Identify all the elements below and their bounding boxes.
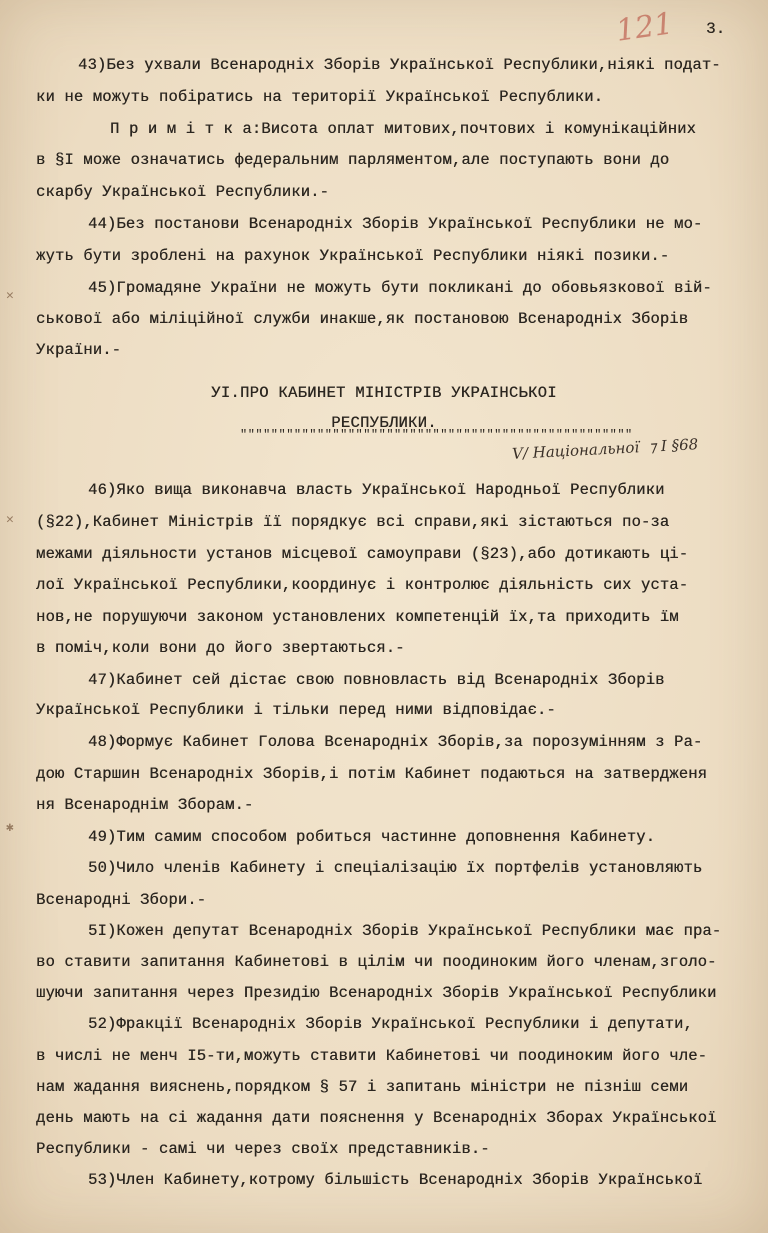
text-line: лої Української Республики,координує і контролює діяльність сих уста- [36, 576, 689, 594]
text-line: 47)Кабинет сей дістає свою повновласть від Всенародніх Зборів [88, 671, 665, 689]
text-line: ня Всенароднім Зборам.- [36, 796, 254, 814]
text-line: нам жадання вияснень,порядком § 57 і запитань міністри не пізніш семи [36, 1078, 689, 1096]
text-line: скарбу Української Республики.- [36, 183, 329, 201]
section-title: УI.ПРО КАБИНЕТ МІНІСТРІВ УКРАІНСЬКОІ [211, 384, 557, 402]
text-line: 45)Громадяне України не можуть бути покликані до обовьязкової вій- [88, 279, 712, 297]
page-number: 3. [706, 20, 726, 38]
text-line: (§22),Кабинет Міністрів її порядкує всі справи,які зістаються по-за [36, 513, 670, 531]
text-line: во ставити запитання Кабинетові в цілім чи поодиноким його членам,зголо- [36, 953, 717, 971]
text-line: 50)Чило членів Кабинету і спеціалізацію їх портфелів установляють [88, 859, 703, 877]
text-line: межами діяльности установ місцевої самоуправи (§23),або дотикають ці- [36, 545, 689, 563]
text-line: 46)Яко вища виконавча власть Української Народньої Республики [88, 481, 665, 499]
text-line: жуть бути зроблені на рахунок Української Республики ніякі позики.- [36, 247, 670, 265]
note-line: П р и м і т к а:Висота оплат митових,почтових і комунікаційних [110, 120, 696, 138]
text-line: в §I може означатись федеральним парляментом,але поступають вони до [36, 151, 670, 169]
text-line: нов,не порушуючи законом установлених компетенцій їх,та приходить їм [36, 608, 679, 626]
text-line: Української Республики і тільки перед ними відповідає.- [36, 701, 556, 719]
text-line: 43)Без ухвали Всенародніх Зборів Української Республики,ніякі подат- [78, 56, 721, 74]
text-line: ки не можуть побіратись на території Української Республики. [36, 88, 604, 106]
margin-mark: ✕ [6, 512, 14, 527]
text-line: день мають на сі жадання дати пояснення у Всенародніх Зборах Української [36, 1109, 717, 1127]
text-line: Республики - самі чи через своїх представників.- [36, 1140, 490, 1158]
text-line: дою Старшин Всенародніх Зборів,і потім Кабинет подаються на затвердженя [36, 765, 708, 783]
text-line: 48)Формує Кабинет Голова Всенародніх Зборів,за порозумінням з Ра- [88, 733, 703, 751]
text-line: України.- [36, 341, 122, 359]
text-line: 5I)Кожен депутат Всенародніх Зборів Української Республики має пра- [88, 922, 722, 940]
margin-mark: ✱ [6, 820, 14, 835]
text-line: в числі не менч I5-ти,можуть ставити Кабинетові чи поодиноким його чле- [36, 1047, 708, 1065]
text-line: ськової або міліційної служби инакше,як постановою Всенародніх Зборів [36, 310, 689, 328]
text-line: Всенародні Збори.- [36, 891, 207, 909]
text-line: шуючи запитання через Президію Всенародніх Зборів Української Республики [36, 984, 717, 1002]
handwritten-note: V/ Національної ⁊ I §68 [511, 435, 699, 463]
margin-mark: ✕ [6, 288, 14, 303]
archive-folio-number: 121 [613, 6, 676, 49]
text-line: в поміч,коли вони до його звертаються.- [36, 639, 405, 657]
title-underline: """"""""""""""""""""""""""""""""""""""""""""""""""" [240, 428, 633, 442]
section-title-continued: РЕСПУБЛИКИ. [331, 414, 437, 432]
text-line: 44)Без постанови Всенародніх Зборів Української Республики не мо- [88, 215, 703, 233]
text-line: 53)Член Кабинету,котрому більшість Всенародніх Зборів Української [88, 1171, 703, 1189]
text-line: 52)Фракції Всенародніх Зборів Української Республики і депутати, [88, 1015, 693, 1033]
text-line: 49)Тим самим способом робиться частинне доповнення Кабинету. [88, 828, 656, 846]
